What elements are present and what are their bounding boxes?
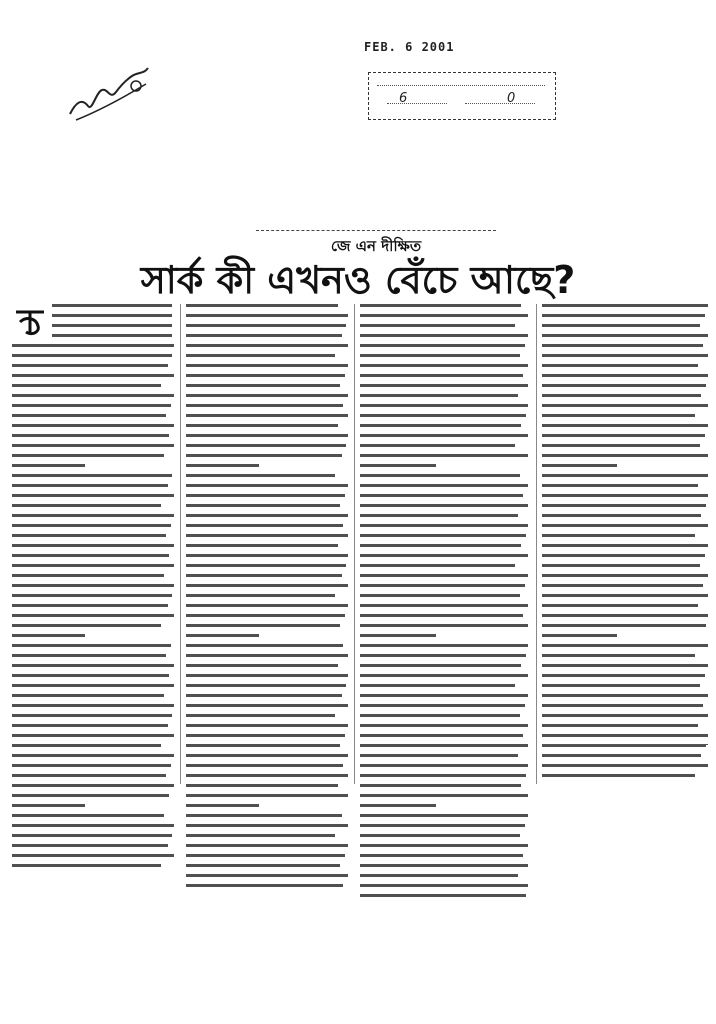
text-line-placeholder bbox=[12, 784, 174, 787]
text-line-placeholder bbox=[12, 344, 174, 347]
byline: জে এন দীক্ষিত bbox=[256, 230, 496, 260]
text-line-placeholder bbox=[360, 304, 521, 307]
text-line-placeholder bbox=[360, 354, 520, 357]
article-column bbox=[12, 304, 174, 874]
text-line-placeholder bbox=[542, 424, 708, 427]
text-line-placeholder bbox=[360, 884, 528, 887]
column-rule bbox=[354, 304, 355, 784]
text-line-placeholder bbox=[542, 474, 708, 477]
text-line-placeholder bbox=[12, 864, 161, 867]
text-line-placeholder bbox=[186, 514, 348, 517]
text-line-placeholder bbox=[12, 444, 174, 447]
text-line-placeholder bbox=[542, 414, 695, 417]
text-line-placeholder bbox=[12, 424, 174, 427]
text-line-placeholder bbox=[12, 834, 172, 837]
text-line-placeholder bbox=[542, 584, 703, 587]
text-line-placeholder bbox=[360, 564, 515, 567]
text-line-placeholder bbox=[186, 764, 343, 767]
text-line-placeholder bbox=[542, 644, 708, 647]
text-line-placeholder bbox=[12, 594, 172, 597]
text-line-placeholder bbox=[542, 594, 708, 597]
text-line-placeholder bbox=[186, 734, 345, 737]
text-line-placeholder bbox=[542, 604, 698, 607]
text-line-placeholder bbox=[12, 414, 166, 417]
text-line-placeholder bbox=[360, 454, 528, 457]
text-line-placeholder bbox=[542, 334, 708, 337]
text-line-placeholder bbox=[186, 464, 259, 467]
text-line-placeholder bbox=[360, 654, 526, 657]
text-line-placeholder bbox=[12, 854, 174, 857]
text-line-placeholder bbox=[360, 434, 528, 437]
text-line-placeholder bbox=[186, 394, 348, 397]
text-line-placeholder bbox=[360, 364, 528, 367]
text-line-placeholder bbox=[542, 314, 705, 317]
text-line-placeholder bbox=[186, 704, 348, 707]
text-line-placeholder bbox=[360, 864, 528, 867]
text-line-placeholder bbox=[12, 394, 174, 397]
text-line-placeholder bbox=[360, 504, 528, 507]
text-line-placeholder bbox=[360, 854, 523, 857]
text-line-placeholder bbox=[360, 624, 528, 627]
text-line-placeholder bbox=[12, 504, 161, 507]
text-line-placeholder bbox=[360, 804, 436, 807]
text-line-placeholder bbox=[542, 624, 706, 627]
text-line-placeholder bbox=[186, 714, 335, 717]
article-column bbox=[186, 304, 348, 894]
text-line-placeholder bbox=[12, 564, 174, 567]
text-line-placeholder bbox=[186, 624, 340, 627]
text-line-placeholder bbox=[186, 884, 343, 887]
text-line-placeholder bbox=[542, 374, 708, 377]
text-line-placeholder bbox=[186, 484, 348, 487]
text-line-placeholder bbox=[186, 774, 348, 777]
text-line-placeholder bbox=[12, 494, 174, 497]
text-line-placeholder bbox=[186, 494, 345, 497]
text-line-placeholder bbox=[360, 704, 525, 707]
drop-cap bbox=[14, 306, 50, 336]
text-line-placeholder bbox=[186, 864, 340, 867]
text-line-placeholder bbox=[52, 304, 172, 307]
text-line-placeholder bbox=[186, 454, 342, 457]
column-rule bbox=[180, 304, 181, 784]
text-line-placeholder bbox=[186, 834, 335, 837]
text-line-placeholder bbox=[186, 754, 348, 757]
text-line-placeholder bbox=[186, 444, 346, 447]
text-line-placeholder bbox=[186, 474, 335, 477]
text-line-placeholder bbox=[186, 694, 342, 697]
text-line-placeholder bbox=[360, 874, 518, 877]
date-stamp: FEB. 6 2001 bbox=[364, 40, 455, 54]
text-line-placeholder bbox=[360, 894, 526, 897]
text-line-placeholder bbox=[360, 724, 528, 727]
text-line-placeholder bbox=[186, 524, 343, 527]
text-line-placeholder bbox=[360, 834, 520, 837]
article-column bbox=[360, 304, 528, 904]
text-line-placeholder bbox=[360, 414, 526, 417]
text-line-placeholder bbox=[360, 574, 528, 577]
text-line-placeholder bbox=[360, 334, 528, 337]
text-line-placeholder bbox=[12, 754, 174, 757]
text-line-placeholder bbox=[12, 844, 168, 847]
text-line-placeholder bbox=[12, 674, 169, 677]
text-line-placeholder bbox=[12, 534, 166, 537]
text-line-placeholder bbox=[542, 494, 708, 497]
text-line-placeholder bbox=[186, 404, 343, 407]
text-line-placeholder bbox=[542, 554, 705, 557]
text-line-placeholder bbox=[186, 344, 348, 347]
text-line-placeholder bbox=[186, 824, 348, 827]
text-line-placeholder bbox=[360, 344, 525, 347]
text-line-placeholder bbox=[186, 634, 259, 637]
text-line-placeholder bbox=[186, 874, 348, 877]
text-line-placeholder bbox=[186, 614, 345, 617]
text-line-placeholder bbox=[12, 644, 171, 647]
text-line-placeholder bbox=[542, 534, 695, 537]
text-line-placeholder bbox=[12, 354, 172, 357]
text-line-placeholder bbox=[12, 434, 169, 437]
text-line-placeholder bbox=[12, 404, 171, 407]
text-line-placeholder bbox=[12, 454, 164, 457]
text-line-placeholder bbox=[542, 724, 698, 727]
text-line-placeholder bbox=[12, 794, 169, 797]
text-line-placeholder bbox=[12, 524, 171, 527]
text-line-placeholder bbox=[12, 694, 164, 697]
text-line-placeholder bbox=[360, 774, 526, 777]
text-line-placeholder bbox=[12, 584, 174, 587]
text-line-placeholder bbox=[542, 674, 705, 677]
text-line-placeholder bbox=[186, 784, 338, 787]
text-line-placeholder bbox=[12, 724, 168, 727]
text-line-placeholder bbox=[542, 714, 708, 717]
text-line-placeholder bbox=[12, 614, 174, 617]
text-line-placeholder bbox=[186, 424, 338, 427]
text-line-placeholder bbox=[360, 544, 521, 547]
text-line-placeholder bbox=[186, 804, 259, 807]
text-line-placeholder bbox=[186, 564, 346, 567]
text-line-placeholder bbox=[360, 594, 520, 597]
text-line-placeholder bbox=[12, 514, 174, 517]
text-line-placeholder bbox=[12, 654, 166, 657]
text-line-placeholder bbox=[186, 324, 346, 327]
text-line-placeholder bbox=[186, 544, 338, 547]
text-line-placeholder bbox=[542, 484, 698, 487]
text-line-placeholder bbox=[186, 594, 335, 597]
text-line-placeholder bbox=[542, 504, 706, 507]
text-line-placeholder bbox=[12, 804, 85, 807]
text-line-placeholder bbox=[542, 344, 703, 347]
text-line-placeholder bbox=[186, 664, 338, 667]
article-end-rule bbox=[542, 744, 708, 745]
text-line-placeholder bbox=[542, 444, 700, 447]
text-line-placeholder bbox=[186, 674, 348, 677]
text-line-placeholder bbox=[360, 744, 528, 747]
text-line-placeholder bbox=[542, 354, 708, 357]
text-line-placeholder bbox=[360, 754, 518, 757]
text-line-placeholder bbox=[186, 794, 348, 797]
text-line-placeholder bbox=[542, 774, 695, 777]
text-line-placeholder bbox=[360, 374, 523, 377]
text-line-placeholder bbox=[542, 564, 700, 567]
text-line-placeholder bbox=[186, 334, 342, 337]
text-line-placeholder bbox=[360, 314, 528, 317]
text-line-placeholder bbox=[542, 524, 708, 527]
text-line-placeholder bbox=[542, 654, 695, 657]
text-line-placeholder bbox=[360, 604, 528, 607]
ref-page-number: 6 bbox=[399, 91, 408, 106]
text-line-placeholder bbox=[360, 614, 523, 617]
ref-number: 0 bbox=[507, 91, 516, 106]
reference-stamp-box bbox=[368, 72, 556, 120]
text-line-placeholder bbox=[360, 644, 528, 647]
text-line-placeholder bbox=[360, 694, 528, 697]
text-line-placeholder bbox=[360, 634, 436, 637]
text-line-placeholder bbox=[186, 504, 340, 507]
text-line-placeholder bbox=[360, 844, 528, 847]
text-line-placeholder bbox=[542, 464, 617, 467]
text-line-placeholder bbox=[542, 454, 708, 457]
text-line-placeholder bbox=[12, 714, 172, 717]
text-line-placeholder bbox=[12, 744, 161, 747]
text-line-placeholder bbox=[360, 554, 528, 557]
text-line-placeholder bbox=[186, 644, 343, 647]
text-line-placeholder bbox=[12, 634, 85, 637]
text-line-placeholder bbox=[360, 464, 436, 467]
text-line-placeholder bbox=[186, 384, 340, 387]
headline: সার্ক কী এখনও বেঁচে আছে? bbox=[140, 258, 576, 302]
text-line-placeholder bbox=[542, 734, 708, 737]
text-line-placeholder bbox=[360, 474, 520, 477]
text-line-placeholder bbox=[542, 694, 708, 697]
text-line-placeholder bbox=[542, 364, 698, 367]
text-line-placeholder bbox=[542, 764, 708, 767]
text-line-placeholder bbox=[542, 664, 708, 667]
text-line-placeholder bbox=[186, 584, 348, 587]
text-line-placeholder bbox=[360, 794, 528, 797]
article-body bbox=[12, 304, 708, 794]
text-line-placeholder bbox=[12, 604, 168, 607]
text-line-placeholder bbox=[186, 574, 342, 577]
text-line-placeholder bbox=[360, 394, 518, 397]
text-line-placeholder bbox=[360, 714, 520, 717]
text-line-placeholder bbox=[360, 494, 523, 497]
text-line-placeholder bbox=[12, 574, 164, 577]
text-line-placeholder bbox=[360, 324, 515, 327]
text-line-placeholder bbox=[186, 414, 348, 417]
text-line-placeholder bbox=[52, 334, 172, 337]
text-line-placeholder bbox=[12, 554, 169, 557]
text-line-placeholder bbox=[12, 464, 85, 467]
text-line-placeholder bbox=[542, 754, 701, 757]
text-line-placeholder bbox=[186, 434, 348, 437]
text-line-placeholder bbox=[360, 734, 523, 737]
text-line-placeholder bbox=[360, 534, 526, 537]
text-line-placeholder bbox=[186, 554, 348, 557]
article-column bbox=[542, 304, 708, 784]
text-line-placeholder bbox=[12, 684, 174, 687]
text-line-placeholder bbox=[186, 814, 342, 817]
text-line-placeholder bbox=[52, 314, 172, 317]
text-line-placeholder bbox=[360, 524, 528, 527]
text-line-placeholder bbox=[12, 624, 161, 627]
text-line-placeholder bbox=[542, 634, 617, 637]
text-line-placeholder bbox=[12, 704, 174, 707]
text-line-placeholder bbox=[12, 814, 164, 817]
text-line-placeholder bbox=[542, 394, 701, 397]
text-line-placeholder bbox=[360, 674, 528, 677]
text-line-placeholder bbox=[186, 314, 348, 317]
text-line-placeholder bbox=[12, 374, 174, 377]
text-line-placeholder bbox=[186, 604, 348, 607]
text-line-placeholder bbox=[542, 434, 705, 437]
text-line-placeholder bbox=[12, 664, 174, 667]
text-line-placeholder bbox=[186, 724, 348, 727]
text-line-placeholder bbox=[186, 854, 345, 857]
text-line-placeholder bbox=[12, 764, 171, 767]
column-rule bbox=[536, 304, 537, 784]
text-line-placeholder bbox=[360, 784, 521, 787]
text-line-placeholder bbox=[360, 664, 521, 667]
text-line-placeholder bbox=[542, 304, 708, 307]
text-line-placeholder bbox=[186, 844, 348, 847]
text-line-placeholder bbox=[542, 574, 708, 577]
text-line-placeholder bbox=[186, 654, 348, 657]
text-line-placeholder bbox=[360, 764, 528, 767]
text-line-placeholder bbox=[542, 684, 700, 687]
text-line-placeholder bbox=[12, 824, 174, 827]
text-line-placeholder bbox=[360, 684, 515, 687]
handwritten-annotation bbox=[66, 62, 152, 122]
text-line-placeholder bbox=[360, 584, 525, 587]
text-line-placeholder bbox=[360, 824, 525, 827]
text-line-placeholder bbox=[12, 774, 166, 777]
text-line-placeholder bbox=[360, 424, 521, 427]
text-line-placeholder bbox=[186, 374, 345, 377]
text-line-placeholder bbox=[542, 614, 708, 617]
text-line-placeholder bbox=[12, 734, 174, 737]
text-line-placeholder bbox=[542, 544, 708, 547]
text-line-placeholder bbox=[186, 744, 340, 747]
text-line-placeholder bbox=[52, 324, 172, 327]
text-line-placeholder bbox=[542, 324, 700, 327]
text-line-placeholder bbox=[12, 364, 168, 367]
text-line-placeholder bbox=[12, 474, 172, 477]
text-line-placeholder bbox=[542, 514, 701, 517]
text-line-placeholder bbox=[186, 354, 335, 357]
text-line-placeholder bbox=[186, 304, 338, 307]
text-line-placeholder bbox=[360, 404, 528, 407]
text-line-placeholder bbox=[360, 814, 528, 817]
text-line-placeholder bbox=[542, 704, 703, 707]
text-line-placeholder bbox=[542, 384, 706, 387]
text-line-placeholder bbox=[360, 514, 518, 517]
text-line-placeholder bbox=[186, 534, 348, 537]
text-line-placeholder bbox=[12, 384, 161, 387]
text-line-placeholder bbox=[360, 384, 528, 387]
text-line-placeholder bbox=[542, 404, 708, 407]
text-line-placeholder bbox=[12, 484, 168, 487]
text-line-placeholder bbox=[360, 484, 528, 487]
text-line-placeholder bbox=[12, 544, 174, 547]
text-line-placeholder bbox=[186, 364, 348, 367]
text-line-placeholder bbox=[186, 684, 346, 687]
text-line-placeholder bbox=[360, 444, 515, 447]
